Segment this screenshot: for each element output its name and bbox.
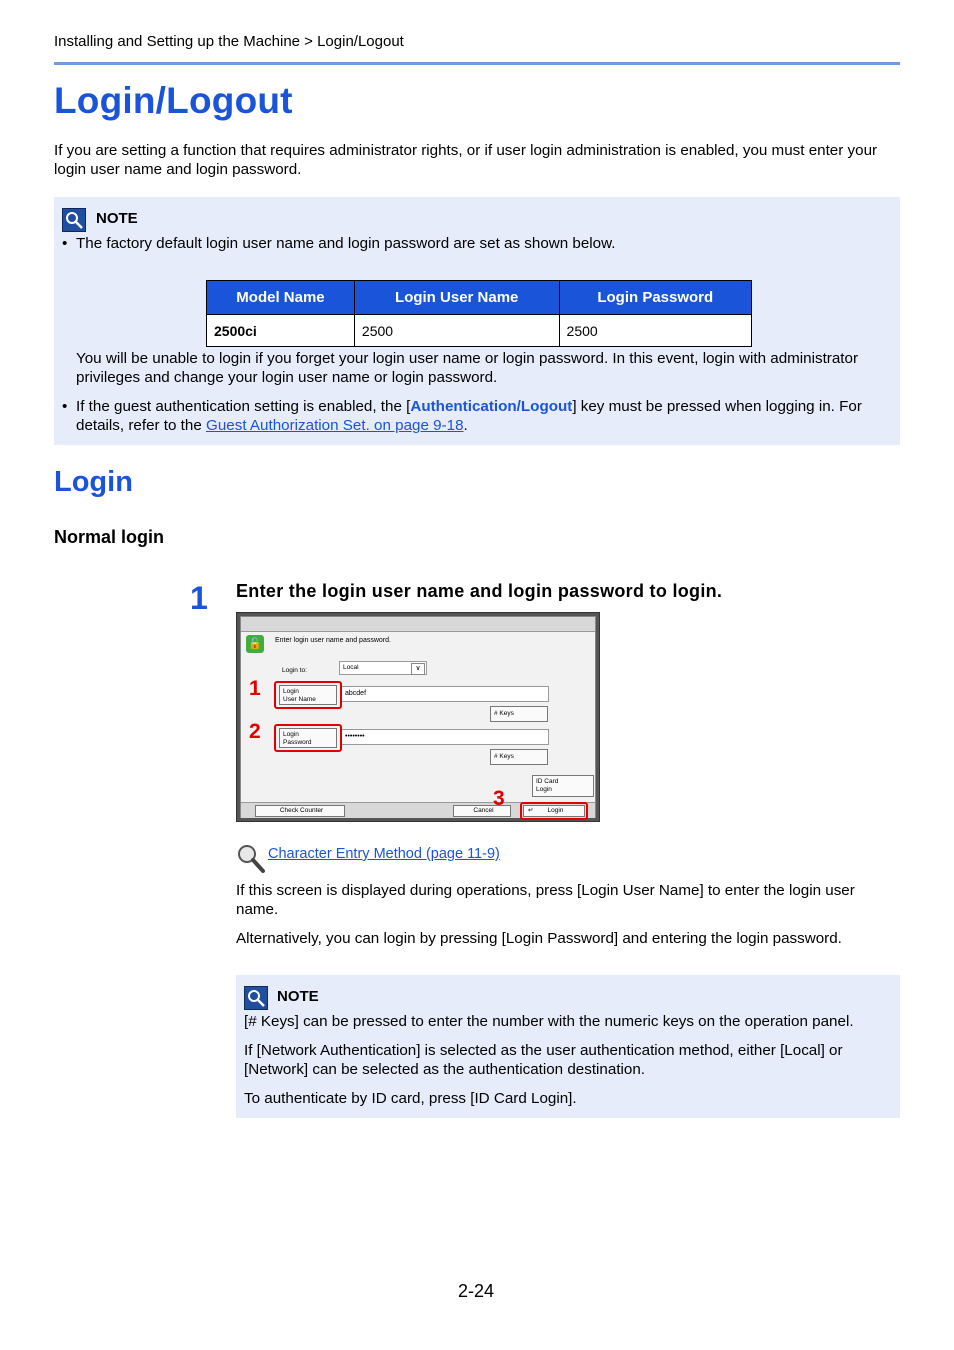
note-paragraph: You will be unable to login if you forget your login user name or login password. In this event, login with administrator privileges and change your login user name or login password. (76, 350, 859, 386)
user-name-field[interactable]: abcdef (341, 686, 549, 702)
note-label: NOTE (96, 210, 138, 227)
step-instruction: Enter the login user name and login password to login. (236, 581, 723, 601)
step-number: 1 (190, 580, 208, 616)
header-rule (54, 62, 900, 65)
note-paragraph: If [Network Authentication] is selected as the user authentication method, either [Local] or [Network] can be selected as the authentication destination. (244, 1042, 843, 1078)
note-label: NOTE (277, 988, 319, 1005)
login-button[interactable]: ↵ Login (523, 805, 585, 817)
password-field[interactable]: •••••••• (341, 729, 549, 745)
body-paragraph: Alternatively, you can login by pressing [Login Password] and entering the login password. (236, 930, 842, 947)
enter-icon: ↵ (528, 807, 534, 814)
note-icon (244, 986, 268, 1010)
note-icon (62, 208, 86, 232)
subsection-heading: Normal login (54, 527, 165, 547)
lock-icon: 🔓 (246, 635, 264, 653)
page-number: 2-24 (458, 1281, 495, 1301)
page-title: Login/Logout (54, 80, 293, 121)
login-to-label: Login to: (282, 667, 307, 674)
check-counter-button[interactable]: Check Counter (255, 805, 345, 817)
note-bullet-1: The factory default login user name and login password are set as shown below. (76, 235, 616, 252)
callout-box (520, 802, 588, 820)
auth-logout-key: Authentication/Logout (410, 398, 573, 415)
breadcrumb: Installing and Setting up the Machine > Login/Logout (54, 33, 404, 50)
login-user-name-button[interactable]: Login User Name (279, 685, 337, 705)
bullet-marker: • (62, 398, 68, 415)
magnifier-icon (236, 843, 266, 873)
table-cell: 2500 (559, 315, 751, 347)
table-header: Login Password (559, 281, 751, 315)
intro-paragraph: If you are setting a function that requires administrator rights, or if user login administration is enabled, you must enter your login user name and login password. (54, 142, 878, 178)
login-password-button[interactable]: Login Password (279, 728, 337, 748)
note-paragraph: [# Keys] can be pressed to enter the number with the numeric keys on the operation panel. (244, 1013, 854, 1030)
table-row (207, 315, 752, 347)
note-box (236, 975, 900, 1118)
callout-number: 3 (493, 787, 505, 810)
body-paragraph: If this screen is displayed during operations, press [Login User Name] to enter the login user name. (236, 882, 855, 918)
login-screen-illustration (236, 612, 600, 822)
note-paragraph: To authenticate by ID card, press [ID Card Login]. (244, 1090, 577, 1107)
bullet-marker: • (62, 235, 68, 252)
section-heading: Login (54, 466, 133, 498)
callout-number: 2 (249, 720, 261, 743)
cancel-button[interactable]: Cancel (453, 805, 511, 817)
keys-button[interactable]: # Keys (490, 706, 548, 722)
id-card-login-button[interactable]: ID Card Login (532, 775, 594, 797)
default-login-table (206, 280, 752, 347)
keys-button[interactable]: # Keys (490, 749, 548, 765)
table-cell: 2500ci (207, 315, 355, 347)
login-to-select[interactable]: Local ∨ (339, 661, 427, 675)
table-header: Model Name (207, 281, 355, 315)
screen-prompt: Enter login user name and password. (275, 637, 391, 644)
note-bullet-2: If the guest authentication setting is enabled, the [Authentication/Logout] key must be pressed when logging in. For details, refer to the Guest Authorization Set. on page 9-18. (76, 398, 862, 434)
table-cell: 2500 (354, 315, 559, 347)
guest-auth-link[interactable]: Guest Authorization Set. on page 9-18 (206, 417, 464, 434)
screen-title-bar (241, 617, 595, 632)
callout-box (274, 681, 342, 709)
callout-number: 1 (249, 677, 261, 700)
table-header: Login User Name (354, 281, 559, 315)
chevron-down-icon: ∨ (411, 663, 425, 675)
callout-box (274, 724, 342, 752)
character-entry-link[interactable]: Character Entry Method (page 11-9) (268, 846, 500, 862)
